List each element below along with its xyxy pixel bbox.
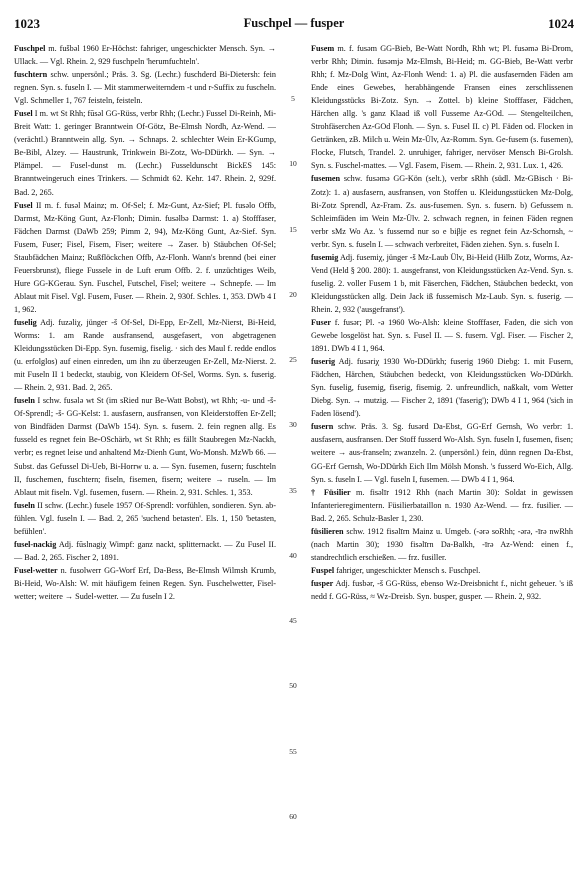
entry-text: schw. 1912 fisəlīrn Mainz u. Umgeb. (-ərə soRhh; -ərə, -īrə nwRhh (nach Martin 30); 1930 fisəlīrn Da-Balkh, -īrə Az-Wend: einen f., standrechtlich erschießen. — frz. fusiller. [311,526,573,562]
entry-text: I m. wt St Rhh; fūsəl GG-Rüss, verbr Rhh; (Lechr.) Fussel Di-Reinh, Mi-Breit Watt: 1. geringer Branntwein Of-Götz, Be-Elmsh Nordh, Az-Wend. — (verächtl.) Branntwein allg. Syn. → Schnaps. 2. schlechter Wein Er-KGump, Be-Bibl, Alzey. — Haustrunk, Trinkwein Bi-Zotz, Wo-DDürkh. — Syn. → Plämpel. — Fusel-dunst m. (Lechr.) Fusseldunscht BickES 145: Branntweingeruch eines Trinkers. — Schmidt 62. Kehr. 147. Rhein. 2, 929f. Bad. 2, 265. [14,109,276,197]
line-number: 55 [289,746,297,756]
dictionary-entry [14,316,276,394]
entry-headword: Fusel [14,200,33,210]
dictionary-entry [14,42,276,68]
entry-headword: Fuspel [311,565,335,575]
entry-text: schw. Präs. 3. Sg. fusərd Da-Ebst, GG-Erf Gernsh, Wo verbr: 1. ausfasern, ausfransen. Der Stoff fusserd Wo-Alsh. Syn. fuseln I, fusemen, fisen; weitere → aus-franseln; zwanzeln. 2. (unpersönl.) fein, dünn regnen Da-Ebst, GG-Erf Gernsh, Wo-DDürkh Eich Ilm Mölsh Monsh. 's fusserd Wo-Eich, Allg. Syn. s. fuseln I. — Vgl. fuseln I, fusemen. — DWb 4 I 1, 964. [311,422,573,484]
page-header [14,16,574,32]
entry-headword: Fusem [311,44,335,53]
dictionary-entry [14,538,276,564]
line-number: 5 [291,94,295,104]
left-column [14,42,276,868]
entry-headword: Fusel [14,109,33,119]
entry-headword: füsilieren [311,526,344,536]
dictionary-entry [14,564,276,603]
entry-headword: fuschtern [14,70,48,80]
entry-text: m. fisəlīr 1912 Rhh (nach Martin 30): Soldat in gewissen Infanterieregimentern. Füsilierbataillon n. 1930 Az-Wend. — frz. fusilier. — Bad. 2, 265. Schulz-Basler 1, 230. [311,487,573,523]
dictionary-entry [311,525,573,564]
line-number: 40 [289,550,297,560]
page-number-right: 1024 [548,16,574,31]
dictionary-entry [14,107,276,198]
line-number: 25 [289,355,297,365]
dictionary-entry [14,199,276,316]
right-column [311,42,573,868]
entry-headword: fuselig [14,317,37,327]
line-number: 20 [289,289,297,299]
entry-text: Adj. fusemiχ, jünger -š Mz-Laub Ülv, Bi-Heid (Hilb Zotz, Worms, Az-Vend (Held § 200. 280): 1. ausgefranst, von Kleidungsstücken Az-Vend. Syn. s. fuselig. 2. voller Fusem 1 b, mit Fäserchen, Fädchen, Stäubchen bedeckt, von Kleidungsstücken allg. Dein Jack iß fussemisch Mz-Laub. Syn. s. fuserig. — Rhein. 2, 932 ('ausgefranst'). [311,252,573,314]
entry-headword: fuserig [311,357,336,367]
line-number: 60 [289,811,297,821]
entry-headword: fusemen [311,174,341,184]
dictionary-entry [311,564,573,577]
entry-text: Adj. fūslnagiχ Wimpf: ganz nackt, splitternackt. — Zu Fusel II. — Bad. 2, 265. Fischer 2, 1891. [14,539,276,562]
entry-headword: Fusel-wetter [14,565,58,575]
entry-text: II schw. (Lechr.) fusele 1957 Of-Sprendl: vorfühlen, sondieren. Syn. ab-fühlen. Vgl. fuseln I. — Bad. 2, 265 'suchend betasten'. Els. 1, 150 'betasten, befühlen'. [14,500,276,536]
line-number: 15 [289,224,297,234]
entry-text: Adj. fusəriχ 1930 Wo-DDürkh; fuserig 1960 Diebg: 1. mit Fusern, Fädchen, Härchen, Stäubchen bedeckt, von Kleidungsstücken Wo-DDürkh. Syn. fuselig, fusemig, fiserig, fisemig. 2. unfreundlich, naßkalt, vom Wetter Diebg. Syn. → mutzig. — Fischer 2, 1891 ('faserig'); DWb 4 I 1, 964 ('sich in Faden lösend'). [311,357,573,419]
entry-text: fahriger, ungeschickter Mensch s. Fuschpel. [334,565,481,575]
entry-headword: fusper [311,578,334,588]
entry-text: f. fusər; Pl. -ə 1960 Wo-Alsh: kleine Stofffaser, Faden, die sich von Gewebe losgelöst hat. Syn. s. Fusel II. — S. fusern. Vgl. Fiser. — Fischer 2, 1891. DWb 4 I 1, 964. [311,317,573,354]
line-number: 35 [289,485,297,495]
line-number: 10 [289,159,297,169]
entry-headword: Fuschpel [14,44,46,53]
dictionary-entry [311,251,573,316]
dictionary-entry [311,316,573,355]
entry-text: Adj. fusbər, -š GG-Rüss, ebenso Wz-Dreisbnicht f., nicht geheuer. 's iß nedd f. GG-Rüss, ≈ Wz-Dreisb. Syn. busper, gusper. — Rhein. 2, 932. [311,578,573,601]
line-number-gutter [286,42,302,868]
dictionary-entry [311,577,573,603]
entry-text: n. fusolwerr GG-Worf Erf, Da-Bess, Be-Elmsh Wilmsh Krumb, Bi-Heid, Wo-Alsh: W. mit häufigem feinen Regen. Syn. Fuschelwetter, Fisel-wetter; weitere → Sudel-wetter. — Zu fuseln I 2. [14,565,276,601]
dictionary-entry [311,172,573,250]
dictionary-entry [14,68,276,107]
running-title: Fuschpel — fusper [243,16,345,30]
dictionary-entry [14,394,276,498]
entry-headword: † Füsilier [311,487,351,497]
dictionary-entry [311,486,573,525]
line-number: 50 [289,681,297,691]
entry-text: Adj. fuzəliχ, jünger -š Of-Sel, Di-Epp, Er-Zell, Mz-Nierst, Bi-Heid, Worms: 1. am Rande ausfransend, ausgefasert, von abgetragenen Kleidungsstücken Di-Epp. Syn. fusemig, fiselig. · sich des Maul f. redde endlos (u. erfolglos) auf einen einreden, um ihn zu überzeugen Er-Zell, Mz-Nierst. 2. mit Fuseln II 1 bedeckt, staubig, von Kleidern Of-Sel, Worms. Syn. s. fuserig. — Rhein. 2, 931. Bad. 2, 265. [14,317,276,393]
entry-text: m. fušbəl 1960 Er-Höchst: fahriger, ungeschickter Mensch. Syn. → Ullack. — Vgl. Rhein. 2, 929 fuschpeln 'herumfuchteln'. [14,44,276,67]
entry-text: schw. fusəmə GG-Kön (selt.), verbr sRhh (südl. Mz-GBisch · Bi-Zotz): 1. a) ausfasern, ausfransen, von Stoffen u. Kleidungsstücken Mz-Dolg, Bi-Zotz Sprendl, Az-Fram. Zs. aus-fusemen. Syn. s. fusern. b) Gefussem n. Schleimfäden im Wein Mz-Ülv. 2. schwach regnen, in feinen Fäden regnen verbr sMz Wo Az. 's fussemd nur so e biβje es regnet fein Az-Schornsh, ~ verbr. Syn. s. fuseln I. — schwach verbreitet, Fäden ziehen. Syn. s. fuseln I. [311,174,573,249]
line-number: 30 [289,420,297,430]
entry-text: m. f. fusəm GG-Bieb, Be-Watt Nordh, Rhh wt; Pl. fusəmə Bi-Drom, verbr Rhh; Dimin. fusəmjə Mz-Elmsh, Bi-Heid; m. GG-Bieb, Be-Watt verbr Rhh; f. Mz-Dolg Wint, Az-Flonh Wend: 1. a) Pl. die ausfasernden Fäden am Ende eines Gewebes, herabhängende Fransen eines zerschlissenen Kleidungsstücks Bi-Zotz. Syn. → Zottel. b) kleine Stofffaser, Fädchen, Härchen allg. 's ganz Klaad iß voll Fusseme Az-GOd. — Stengelteilchen, Strohfäserchen Az-GOd Flonh. — Syn. s. Fusel II. c) Pl. Fäden od. Flocken in Getränken, zB. Milch u. Wein Mz-Ülv, Az-Romm. Syn. Ge-fusem (s. fusemen), Flocke, Flutsch, Trandel. 2. unruhiger, fahriger, nervöser Mensch Bi-Grolsh. Syn. s. Fuschel-mattes. — Vgl. Fasem, Fisem. — Rhein. 2, 931. Lux. 1, 426. [311,44,573,171]
dictionary-entry [311,420,573,485]
entry-text: II m. f. fusəl Mainz; m. Of-Sel; f. Mz-Gunt, Az-Sief; Pl. fusəlo Offb, Darmst, Mz-Köng Gunt, Az-Flonh; Dimin. fusəlbə Darmst: 1. a) Stofffaser, Fädchen Darmst (DaWb 259; Pimm 2, 94), Mz-Köng Gunt, Az-Sief. Syn. Fusem, Fuser; Fisel, Fisem, Fiser; weitere → Zaser. b) Stäubchen Of-Sel; Staubfädchen Mainz; Rußflöckchen Offb, Az-Flonh. Wann's brennd (bei einer Feuersbrunst), fliege Fussele in de Luft erum Offb. 2. f. unzüchtiges Weib, Hure GG-KGerau. Syn. Fuschel, Futschel, Fisel; weitere → Schnepfe. — Im Ablaut mit Fisel. Vgl. Fusem, Fuser. — Rhein. 2, 930f. Schles. 1, 353. DWb 4 I 1, 962. [14,200,276,314]
dictionary-entry [14,499,276,538]
entry-headword: fuseln [14,500,35,510]
dictionary-entry [311,355,573,420]
entry-text: schw. unpersönl.; Präs. 3. Sg. (Lechr.) fuschderd Bi-Dietersh: fein regnen. Syn. s. fuseln I. — Mit stammerweiterndem -t und r-Suffix zu fuscheln. Vgl. Schmeller 1, 767 feisteln, feisteln. [14,70,276,106]
page-number-left: 1023 [14,16,40,31]
dictionary-entry [311,42,573,172]
entry-headword: Fuser [311,317,332,327]
entry-headword: fuseln [14,396,35,406]
entry-headword: fusel-nackig [14,539,57,549]
entry-text: I schw. fusələ wt St (im sRied nur Be-Watt Bobst), wt Rhh; -u- und -š- Of-Sprendl; -š- GG-Kelst: 1. ausfasern, ausfransen, von Kleiderstoffen Er-Zell; von Bindfäden Darmst (DaWb 154). Syn. s. fusern. 2. fein regnen allg. Es fusseld es regnet fein Be-OSchärb, wt St Rhh; es fällt Staubregen Mz-Nackh, verbr; es regnet leise und anhaltend Mz-Dienh Gunt, Wo-Monsh. MzWb 66. — Subst. das Gefussel Di-Ueb, Bi-Horrw u. a. — Syn. fusemen, fusern; fuschteln II, fuschemen, fuschtern; fiseln, fisemen, fisern; weitere → ruseln. — Im Ablaut mit fiseln. Vgl. fusemen, fusern. — Rhein. 2, 931. Schles. 1, 353. [14,396,276,497]
entry-headword: fusemig [311,252,339,262]
entry-headword: fusern [311,422,334,432]
line-number: 45 [289,616,297,626]
